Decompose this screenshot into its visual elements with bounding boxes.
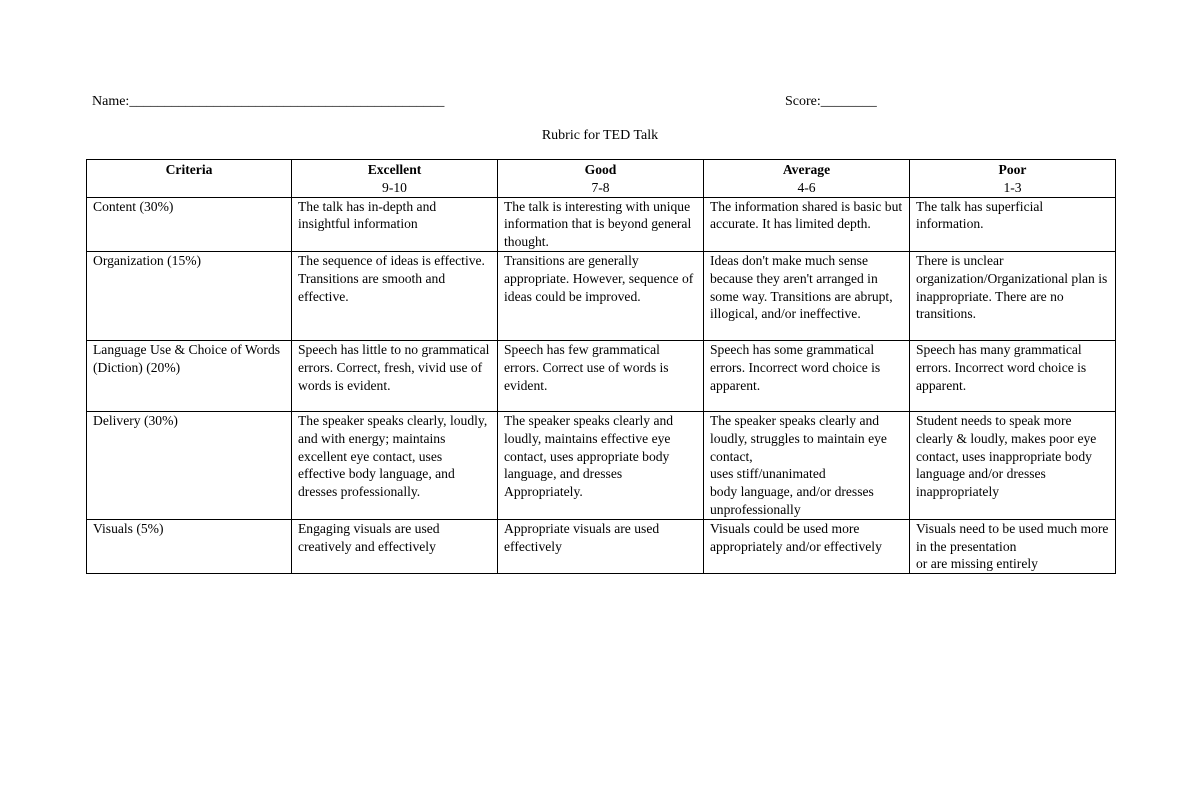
table-cell-average <box>704 519 910 573</box>
table-cell-poor <box>910 411 1116 519</box>
table-cell-poor <box>910 519 1116 573</box>
table-cell-average <box>704 340 910 411</box>
table-cell-average <box>704 251 910 340</box>
column-header-label: Excellent <box>367 162 422 177</box>
column-header-average <box>704 160 910 198</box>
column-header-label: Criteria <box>165 162 213 177</box>
cell-text: Engaging visuals are used creatively and effectively <box>298 520 440 554</box>
table-row-organization <box>87 251 1116 340</box>
criterion-cell <box>87 519 292 573</box>
cell-text: Appropriate visuals are used effectively <box>504 520 660 554</box>
name-blank-line[interactable]: _____________________________________________ <box>129 94 445 109</box>
cell-text: The speaker speaks clearly and loudly, maintains effective eye contact, uses appropriate body language, and dresses Appropriately. <box>504 412 674 500</box>
criterion-label: Delivery (30%) <box>93 412 178 428</box>
cell-text: The speaker speaks clearly, loudly, and with energy; maintains excellent eye contact, uses effective body language, and dresses professionally. <box>298 412 488 500</box>
header-row <box>87 160 1116 198</box>
column-header-label: Average <box>782 162 831 177</box>
table-cell-excellent <box>292 197 498 251</box>
table-cell-good <box>498 197 704 251</box>
column-header-range: 4-6 <box>797 179 816 195</box>
cell-text: The speaker speaks clearly and loudly, struggles to maintain eye contact, uses stiff/unanimated body language, and/or dresses unprofessionally <box>710 412 887 517</box>
criterion-label: Organization (15%) <box>93 252 202 268</box>
cell-text: Speech has some grammatical errors. Incorrect word choice is apparent. <box>710 341 881 393</box>
criterion-cell <box>87 411 292 519</box>
column-header-good <box>498 160 704 198</box>
criterion-cell <box>87 251 292 340</box>
cell-text: There is unclear organization/Organizational plan is inappropriate. There are no transitions. <box>916 252 1108 322</box>
cell-text: Speech has many grammatical errors. Incorrect word choice is apparent. <box>916 341 1087 393</box>
cell-text: Ideas don't make much sense because they aren't arranged in some way. Transitions are abrupt, illogical, and/or ineffective. <box>710 252 893 322</box>
criterion-label: Language Use & Choice of Words (Diction) (20%) <box>93 341 281 375</box>
name-label: Name: <box>92 94 130 109</box>
cell-text: The talk has in-depth and insightful information <box>298 198 437 232</box>
table-row-delivery <box>87 411 1116 519</box>
column-header-range: 9-10 <box>382 179 407 195</box>
cell-text: The talk is interesting with unique information that is beyond general thought. <box>504 198 692 250</box>
table-cell-good <box>498 251 704 340</box>
page-title: Rubric for TED Talk <box>541 128 659 143</box>
column-header-poor <box>910 160 1116 198</box>
name-field[interactable] <box>92 93 444 111</box>
table-row-visuals <box>87 519 1116 573</box>
cell-text: Speech has few grammatical errors. Correct use of words is evident. <box>504 341 669 393</box>
column-header-range: 7-8 <box>591 179 610 195</box>
criterion-cell <box>87 197 292 251</box>
table-cell-poor <box>910 197 1116 251</box>
cell-text: The information shared is basic but accurate. It has limited depth. <box>710 198 903 232</box>
column-header-excellent <box>292 160 498 198</box>
table-cell-poor <box>910 340 1116 411</box>
column-header-label: Good <box>584 162 617 177</box>
table-row-content <box>87 197 1116 251</box>
table-cell-good <box>498 411 704 519</box>
criterion-label: Content (30%) <box>93 198 174 214</box>
cell-text: Visuals need to be used much more in the presentation or are missing entirely <box>916 520 1109 572</box>
table-row-language-use <box>87 340 1116 411</box>
score-blank-line[interactable]: ________ <box>820 94 877 109</box>
cell-text: The sequence of ideas is effective. Transitions are smooth and effective. <box>298 252 485 304</box>
table-cell-poor <box>910 251 1116 340</box>
table-cell-excellent <box>292 340 498 411</box>
cell-text: The talk has superficial information. <box>916 198 1044 232</box>
column-header-criteria <box>87 160 292 198</box>
criterion-cell <box>87 340 292 411</box>
column-header-range: 1-3 <box>1003 179 1022 195</box>
cell-text: Speech has little to no grammatical errors. Correct, fresh, vivid use of words is evident. <box>298 341 490 393</box>
criterion-label: Visuals (5%) <box>93 520 164 536</box>
table-cell-good <box>498 340 704 411</box>
cell-text: Transitions are generally appropriate. However, sequence of ideas could be improved. <box>504 252 694 304</box>
table-cell-average <box>704 197 910 251</box>
table-cell-excellent <box>292 251 498 340</box>
column-header-label: Poor <box>998 162 1027 177</box>
cell-text: Visuals could be used more appropriately and/or effectively <box>710 520 882 554</box>
rubric-table <box>86 159 1116 574</box>
table-cell-good <box>498 519 704 573</box>
table-cell-average <box>704 411 910 519</box>
table-cell-excellent <box>292 411 498 519</box>
table-cell-excellent <box>292 519 498 573</box>
score-field[interactable] <box>785 93 877 111</box>
cell-text: Student needs to speak more clearly & loudly, makes poor eye contact, uses inappropriate body language and/or dresses inappropriately <box>916 412 1097 500</box>
score-label: Score: <box>785 94 821 109</box>
